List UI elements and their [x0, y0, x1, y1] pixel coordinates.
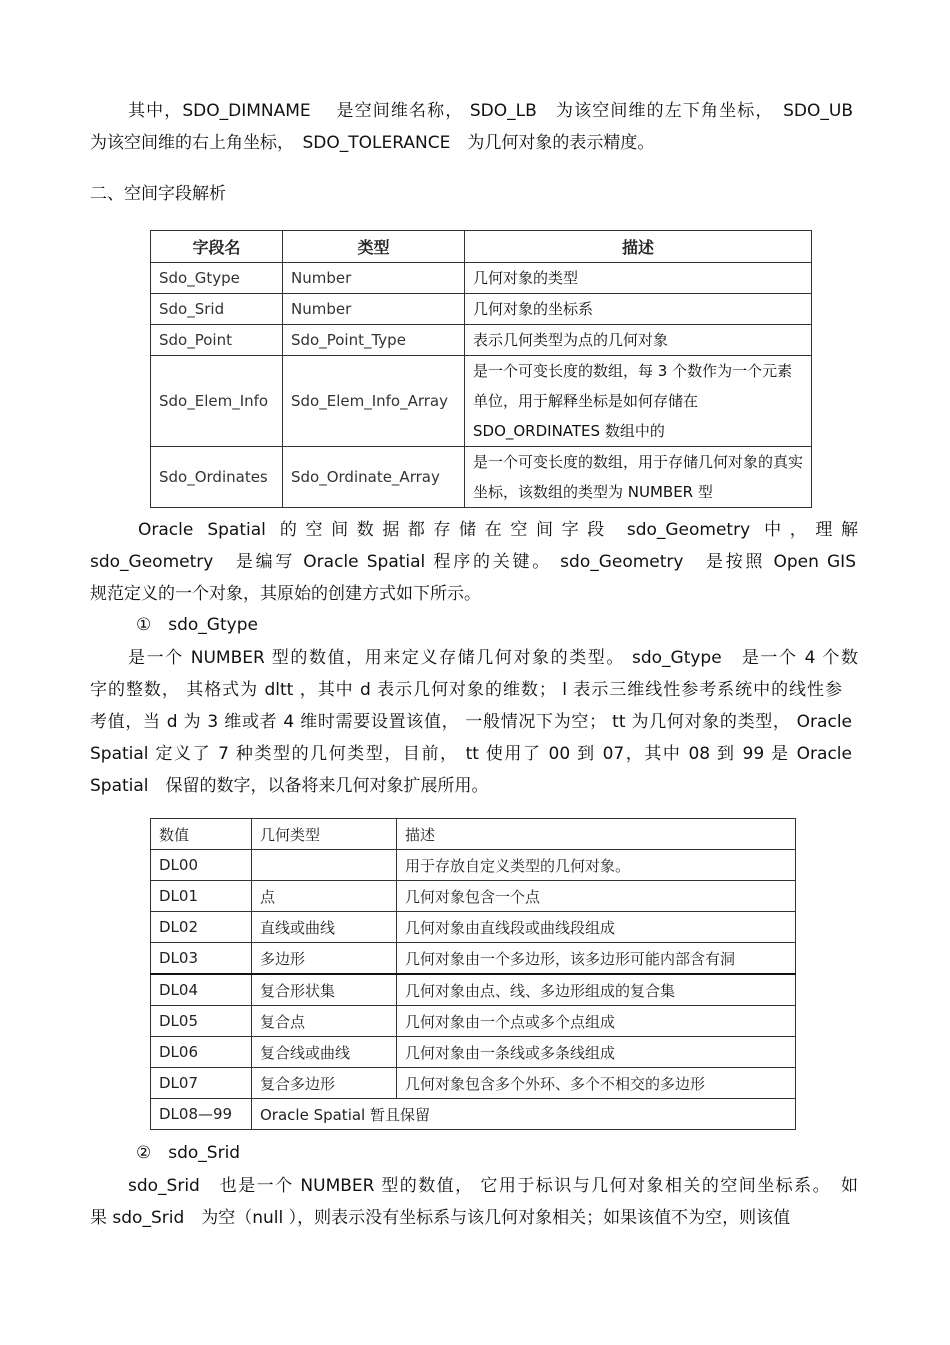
table-row [151, 263, 812, 294]
table-cell: Sdo_Point [151, 325, 283, 356]
table-cell: DL04 [151, 974, 252, 1006]
table-cell: 几何对象包含多个外环、多个不相交的多边形 [397, 1068, 796, 1099]
table-row [151, 912, 796, 943]
table-cell: 几何对象由一个多边形，该多边形可能内部含有洞 [397, 943, 796, 975]
table-cell: 复合形状集 [252, 974, 397, 1006]
field-table [150, 230, 812, 508]
geometry-line-1: Oracle Spatial 的空间数据都存储在空间字段 sdo_Geometry 中，理解 [138, 520, 858, 540]
table-header-cell: 数值 [151, 819, 252, 850]
table-cell: 几何对象由一条线或多条线组成 [397, 1037, 796, 1068]
table-cell: 是一个可变长度的数组，用于存储几何对象的真实坐标，该数组的类型为 NUMBER 型 [465, 447, 812, 508]
table-cell: DL07 [151, 1068, 252, 1099]
geometry-line-3: 规范定义的一个对象，其原始的创建方式如下所示。 [90, 584, 481, 604]
table-header-cell: 描述 [397, 819, 796, 850]
table-row [151, 943, 796, 975]
table-cell: 点 [252, 881, 397, 912]
table-cell: 几何对象的类型 [465, 263, 812, 294]
table-header-cell: 几何类型 [252, 819, 397, 850]
table-row [151, 1037, 796, 1068]
gtype-table [150, 818, 796, 1130]
table-cell: 用于存放自定义类型的几何对象。 [397, 850, 796, 881]
table-cell: DL02 [151, 912, 252, 943]
srid-line-2: 果 sdo_Srid 为空（null ），则表示没有坐标系与该几何对象相关；如果该值不为空，则该值 [90, 1208, 791, 1228]
table-cell: 几何对象由一个点或多个点组成 [397, 1006, 796, 1037]
table-row [151, 447, 812, 508]
table-row [151, 325, 812, 356]
table-cell: Sdo_Ordinate_Array [283, 447, 465, 508]
table-header-cell: 类型 [283, 231, 465, 263]
gtype-line-4: Spatial 定义了 7 种类型的几何类型，目前， tt 使用了 00 到 07，其中 08 到 99 是 Oracle [90, 744, 852, 764]
table-cell: Oracle Spatial 暂且保留 [252, 1099, 796, 1130]
table-header-row [151, 819, 796, 850]
table-row [151, 1006, 796, 1037]
table-row [151, 850, 796, 881]
table-cell: Sdo_Gtype [151, 263, 283, 294]
table-row [151, 356, 812, 447]
gtype-line-5: Spatial 保留的数字，以备将来几何对象扩展所用。 [90, 776, 489, 796]
gtype-line-3: 考值，当 d 为 3 维或者 4 维时需要设置该值， 一般情况下为空； tt 为几何对象的类型， Oracle [90, 712, 852, 732]
table-cell: Sdo_Elem_Info_Array [283, 356, 465, 447]
gtype-line-1: 是一个 NUMBER 型的数值，用来定义存储几何对象的类型。 sdo_Gtype 是一个 4 个数 [128, 648, 858, 668]
table-cell: 几何对象包含一个点 [397, 881, 796, 912]
table-header-cell: 描述 [465, 231, 812, 263]
table-cell [252, 850, 397, 881]
table-cell: DL03 [151, 943, 252, 975]
table-cell: 复合线或曲线 [252, 1037, 397, 1068]
section-heading: 二、空间字段解析 [90, 184, 226, 204]
table-cell: Sdo_Elem_Info [151, 356, 283, 447]
table-cell: DL06 [151, 1037, 252, 1068]
table-cell: 多边形 [252, 943, 397, 975]
table-cell: DL01 [151, 881, 252, 912]
table-cell: 几何对象由直线段或曲线段组成 [397, 912, 796, 943]
table-header-row [151, 231, 812, 263]
table-row [151, 294, 812, 325]
table-cell: 复合多边形 [252, 1068, 397, 1099]
intro-line-1: 其中，SDO_DIMNAME 是空间维名称， SDO_LB 为该空间维的左下角坐标， SDO_UB [128, 101, 853, 121]
geometry-line-2: sdo_Geometry 是编写 Oracle Spatial 程序的关键。 sdo_Geometry 是按照 Open GIS [90, 552, 856, 572]
srid-line-1: sdo_Srid 也是一个 NUMBER 型的数值， 它用于标识与几何对象相关的空间坐标系。 如 [128, 1176, 858, 1196]
table-cell: 是一个可变长度的数组，每 3 个数作为一个元素单位，用于解释坐标是如何存储在 SDO_ORDINATES 数组中的 [465, 356, 812, 447]
table-header-cell: 字段名 [151, 231, 283, 263]
table-cell: Number [283, 294, 465, 325]
gtype-line-2: 字的整数， 其格式为 dltt ，其中 d 表示几何对象的维数； l 表示三维线性参考系统中的线性参 [90, 680, 842, 700]
table-cell: 表示几何类型为点的几何对象 [465, 325, 812, 356]
table-cell: DL05 [151, 1006, 252, 1037]
table-cell: Sdo_Point_Type [283, 325, 465, 356]
table-cell: 几何对象由点、线、多边形组成的复合集 [397, 974, 796, 1006]
table-row [151, 974, 796, 1006]
table-cell: DL08—99 [151, 1099, 252, 1130]
table-cell: 几何对象的坐标系 [465, 294, 812, 325]
table-row [151, 1099, 796, 1130]
item-heading-gtype: ① sdo_Gtype [136, 615, 258, 635]
table-cell: Number [283, 263, 465, 294]
intro-line-2: 为该空间维的右上角坐标， SDO_TOLERANCE 为几何对象的表示精度。 [90, 133, 655, 153]
table-cell: 直线或曲线 [252, 912, 397, 943]
table-cell: DL00 [151, 850, 252, 881]
table-cell: 复合点 [252, 1006, 397, 1037]
item-heading-srid: ② sdo_Srid [136, 1143, 241, 1163]
table-cell: Sdo_Ordinates [151, 447, 283, 508]
table-cell: Sdo_Srid [151, 294, 283, 325]
table-row [151, 1068, 796, 1099]
table-row [151, 881, 796, 912]
